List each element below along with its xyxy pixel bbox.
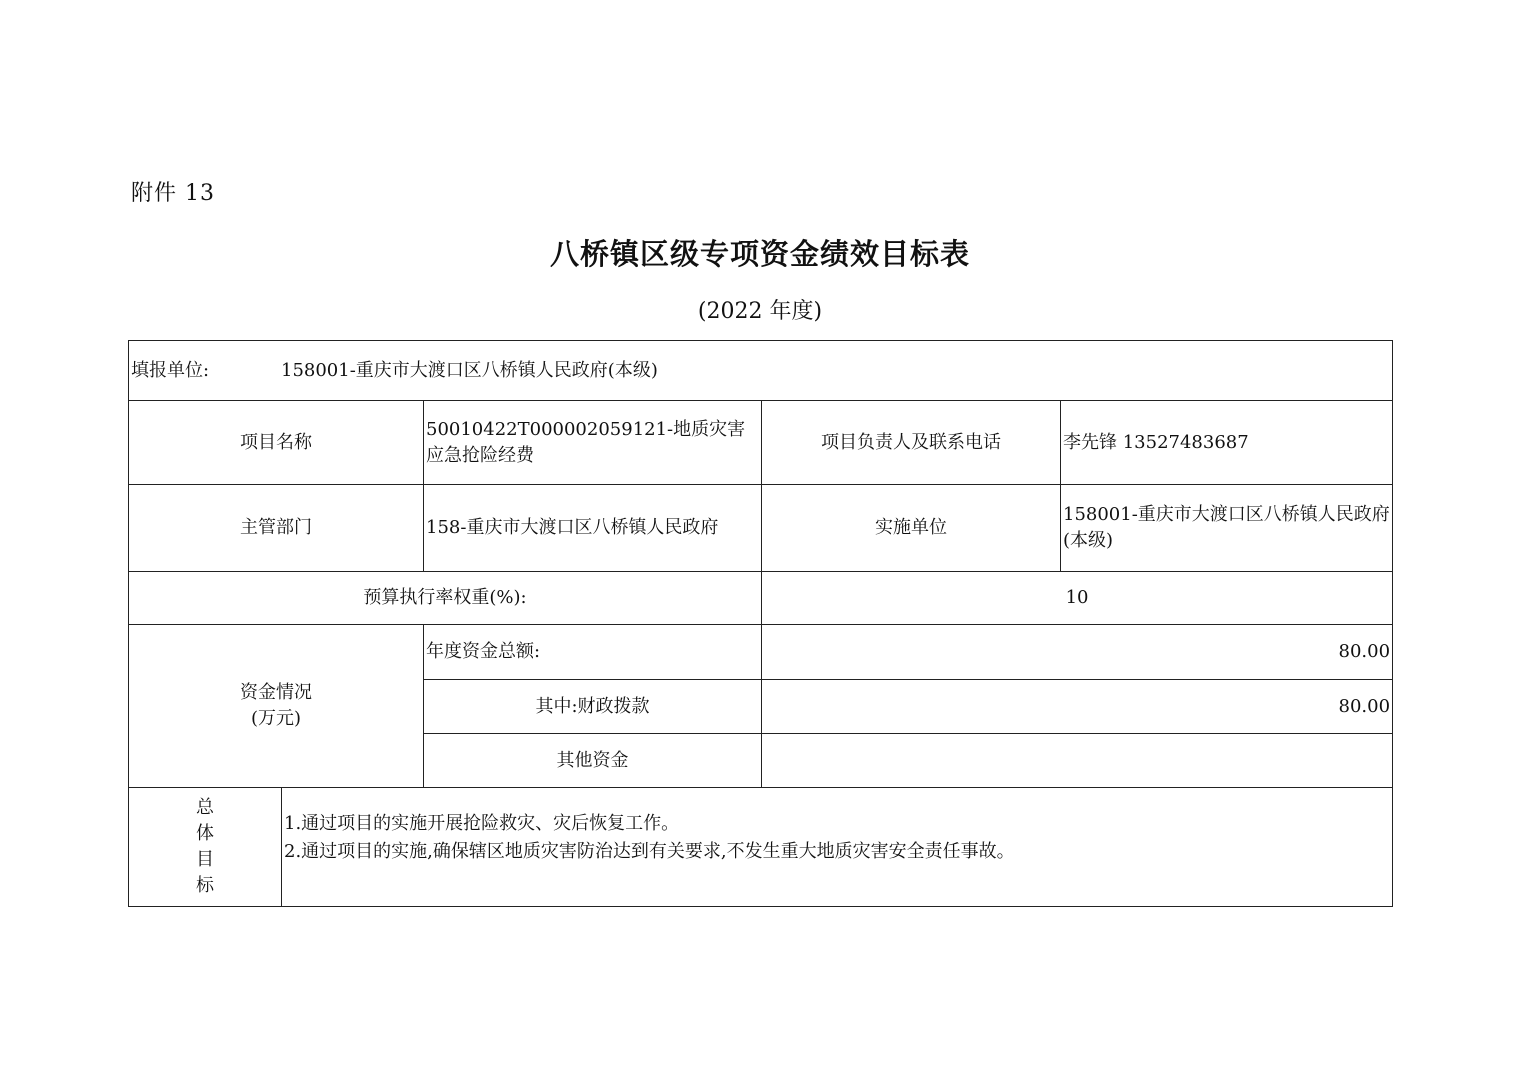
report-unit-row bbox=[129, 341, 1393, 401]
report-unit-label: 填报单位: bbox=[131, 359, 210, 381]
project-name-label: 项目名称 bbox=[129, 401, 424, 485]
fiscal-allocation-value: 80.00 bbox=[762, 680, 1393, 734]
budget-weight-value: 10 bbox=[762, 572, 1393, 625]
goal-label-char: 体 bbox=[196, 823, 214, 844]
contact-label: 项目负责人及联系电话 bbox=[762, 401, 1061, 485]
other-funds-value bbox=[762, 734, 1393, 788]
department-value: 158-重庆市大渡口区八桥镇人民政府 bbox=[424, 485, 762, 572]
project-name-value: 50010422T000002059121-地质灾害应急抢险经费 bbox=[424, 401, 762, 485]
department-label: 主管部门 bbox=[129, 485, 424, 572]
attachment-number: 附件 13 bbox=[131, 181, 215, 206]
other-funds-label: 其他资金 bbox=[424, 734, 762, 788]
annual-total-label: 年度资金总额: bbox=[424, 625, 762, 680]
page-title: 八桥镇区级专项资金绩效目标表 bbox=[549, 237, 970, 271]
department-row bbox=[129, 485, 1393, 572]
overall-goal-row bbox=[129, 788, 1393, 907]
funds-label-line1: 资金情况 bbox=[240, 682, 312, 703]
annual-total-value: 80.00 bbox=[762, 625, 1393, 680]
goal-label-char: 总 bbox=[196, 797, 214, 818]
budget-weight-row bbox=[129, 572, 1393, 625]
overall-goal-label bbox=[129, 788, 282, 907]
contact-value: 李先锋 13527483687 bbox=[1061, 401, 1393, 485]
goal-label-char: 标 bbox=[196, 875, 214, 896]
performance-target-table bbox=[128, 340, 1393, 907]
budget-weight-label: 预算执行率权重(%): bbox=[129, 572, 762, 625]
implementing-unit-value: 158001-重庆市大渡口区八桥镇人民政府(本级) bbox=[1061, 485, 1393, 572]
project-row bbox=[129, 401, 1393, 485]
fiscal-allocation-label: 其中:财政拨款 bbox=[424, 680, 762, 734]
funds-label-line2: (万元) bbox=[250, 708, 302, 729]
goal-line-2: 2.通过项目的实施,确保辖区地质灾害防治达到有关要求,不发生重大地质灾害安全责任事故。 bbox=[284, 841, 1015, 862]
goal-line-1: 1.通过项目的实施开展抢险救灾、灾后恢复工作。 bbox=[284, 813, 680, 834]
goal-label-char: 目 bbox=[196, 849, 214, 870]
annual-total-row bbox=[129, 625, 1393, 680]
report-unit-value: 158001-重庆市大渡口区八桥镇人民政府(本级) bbox=[281, 359, 658, 381]
implementing-unit-label: 实施单位 bbox=[762, 485, 1061, 572]
page-subtitle: (2022 年度) bbox=[697, 299, 823, 324]
overall-goal-content bbox=[282, 788, 1393, 907]
report-unit-cell bbox=[129, 341, 1393, 401]
funds-label bbox=[129, 625, 424, 788]
